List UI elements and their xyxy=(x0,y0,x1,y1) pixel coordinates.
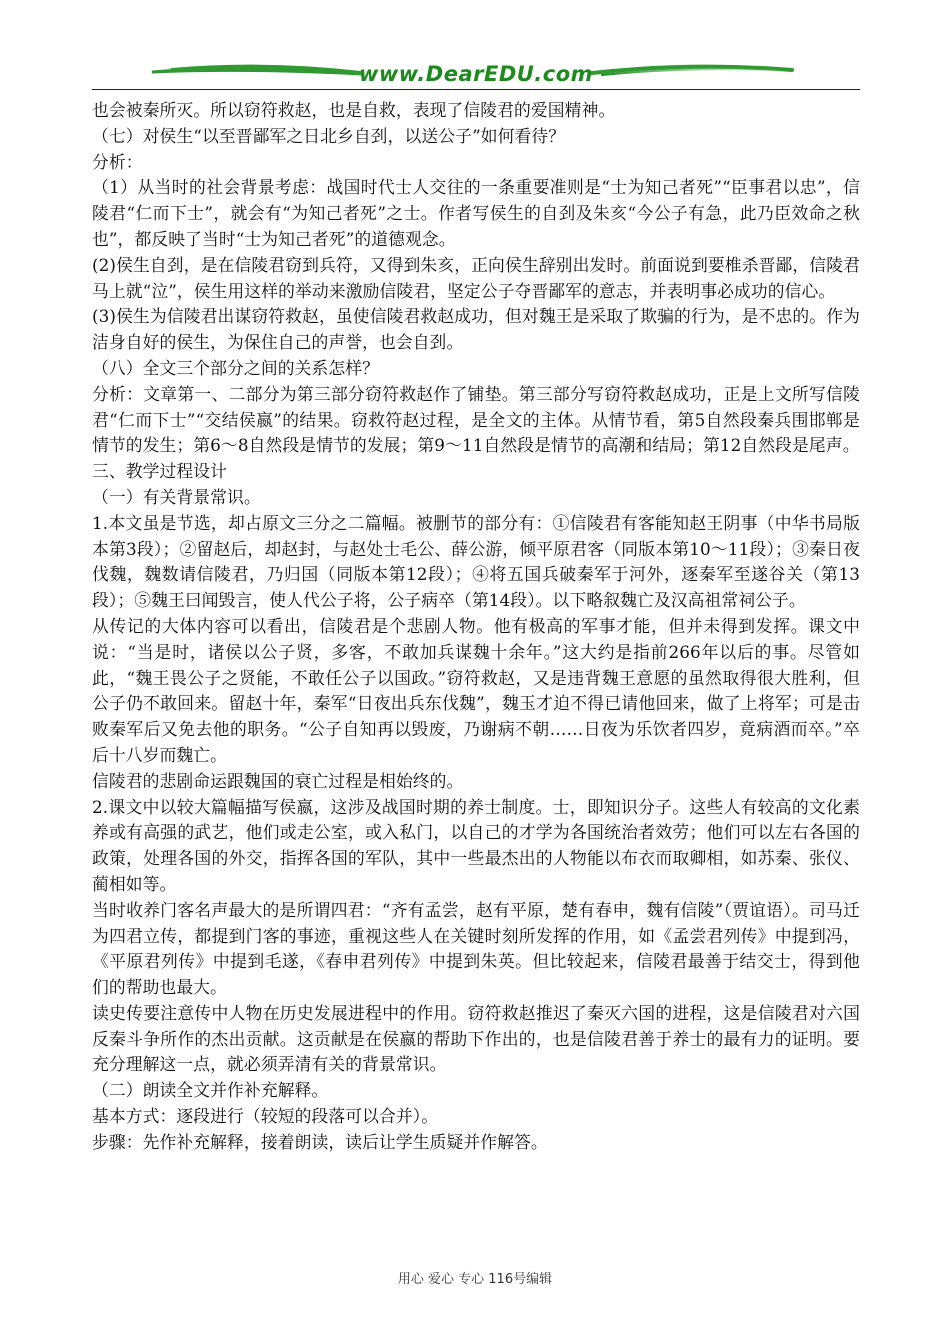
paragraph: (2)侯生自刭，是在信陵君窃到兵符，又得到朱亥，正向侯生辞别出发时。前面说到要椎杀晋鄙，信陵君马上就“泣”，侯生用这样的举动来激励信陵君，坚定公子夺晋鄙军的意志，并表明事必成功的信心。 xyxy=(92,254,860,301)
paragraph: （1）从当时的社会背景考虑：战国时代士人交往的一条重要准则是“士为知己者死”“臣事君以忠”，信陵君“仁而下士”，就会有“为知己者死”之士。作者写侯生的自刭及朱亥“今公子有急，此乃臣效命之秋也”，都反映了当时“士为知己者死”的道德观念。 xyxy=(92,177,860,249)
paragraph: 基本方式：逐段进行（较短的段落可以合并）。 xyxy=(92,1106,439,1127)
subsection-heading: （一）有关背景常识。 xyxy=(92,486,261,507)
paragraph: (3)侯生为信陵君出谋窃符救赵，虽使信陵君救赵成功，但对魏王是采取了欺骗的行为，是不忠的。作为洁身自好的侯生，为保住自己的声誉，也会自刭。 xyxy=(92,306,860,353)
paragraph: 信陵君的悲剧命运跟魏国的衰亡过程是相始终的。 xyxy=(92,770,464,791)
page-footer: 用心 爱心 专心 116号编辑 xyxy=(397,1272,553,1287)
site-header xyxy=(92,58,860,90)
header-rule xyxy=(92,89,860,90)
paragraph: 分析：文章第一、二部分为第三部分窃符救赵作了铺垫。第三部分写窃符救赵成功，正是上文所写信陵君“仁而下士”“交结侯嬴”的结果。窃救符赵过程，是全文的主体。从情节看，第5自然段秦兵围邯郸是情节的发生；第6～8自然段是情节的发展；第9～11自然段是情节的高潮和结局；第12自然段是尾声。 xyxy=(92,383,860,456)
subsection-heading: （二）朗读全文并作补充解释。 xyxy=(92,1080,329,1101)
paragraph: 从传记的大体内容可以看出，信陵君是个悲剧人物。他有极高的军事才能，但并未得到发挥。课文中说：“当是时，诸侯以公子贤，多客，不敢加兵谋魏十余年。”这大约是指前266年以后的事。尽管如此，“魏王畏公子之贤能，不敢任公子以国政。”窃符救赵，又是违背魏王意愿的虽然取得很大胜利，但公子仍不敢回来。留赵十年，秦军“日夜出兵东伐魏”，魏玉才迫不得已请他回来，做了上将军；可是击败秦军后又免去他的职务。“公子自知再以毁废，乃谢病不朝……日夜为乐饮者四岁，竟病酒而卒。”卒后十八岁而魏亡。 xyxy=(92,615,860,765)
paragraph: 也会被秦所灭。所以窃符救赵，也是自救，表现了信陵君的爱国精神。 xyxy=(92,100,616,120)
question-heading: （八）全文三个部分之间的关系怎样？ xyxy=(92,357,379,378)
site-brand: www.DearEDU.com xyxy=(358,62,594,86)
question-heading: （七）对侯生“以至晋鄙军之日北乡自刭，以送公子”如何看待？ xyxy=(92,125,566,146)
document-body xyxy=(92,98,860,1156)
paragraph: 2.课文中以较大篇幅描写侯嬴，这涉及战国时期的养士制度。士，即知识分子。这些人有较高的文化素养或有高强的武艺，他们或走公室，或入私门，以自己的才学为各国统治者效劳；他们可以左右各国的政策，处理各国的外交，指挥各国的军队，其中一些最杰出的人物能以布衣而取卿相，如苏秦、张仪、蔺相如等。 xyxy=(92,796,860,894)
paragraph: 读史传要注意传中人物在历史发展进程中的作用。窃符救赵推迟了秦灭六国的进程，这是信陵君对六国反秦斗争所作的杰出贡献。这贡献是在侯嬴的帮助下作出的，也是信陵君善于养士的最有力的证明。要充分理解这一点，就必须弄清有关的背景常识。 xyxy=(92,1002,860,1075)
analysis-label: 分析： xyxy=(92,151,143,172)
section-heading: 三、教学过程设计 xyxy=(92,461,228,482)
paragraph: 1.本文虽是节选，却占原文三分之二篇幅。被删节的部分有：①信陵君有客能知赵王阴事（中华书局版本第3段）；②留赵后，却赵封，与赵处士毛公、薛公游，倾平原君客（同版本第10～11段）；③秦日夜伐魏，魏数请信陵君，乃归国（同版本第12段）；④将五国兵破秦军于河外，逐秦军至遂谷关（第13段）；⑤魏王曰闻毁言，使人代公子将，公子病卒（第14段）。以下略叙魏亡及汉高祖常祠公子。 xyxy=(92,512,860,611)
paragraph: 步骤：先作补充解释，接着朗读，读后让学生质疑并作解答。 xyxy=(92,1131,548,1152)
paragraph: 当时收养门客名声最大的是所谓四君：“齐有孟尝，赵有平原，楚有春申，魏有信陵”（贾谊语）。司马迁为四君立传，都提到门客的事迹，重视这些人在关键时刻所发挥的作用，如《孟尝君列传》中提到冯，《平原君列传》中提到毛遂，《春申君列传》中提到朱英。但比较起来，信陵君最善于结交士，得到他们的帮助也最大。 xyxy=(92,899,860,998)
